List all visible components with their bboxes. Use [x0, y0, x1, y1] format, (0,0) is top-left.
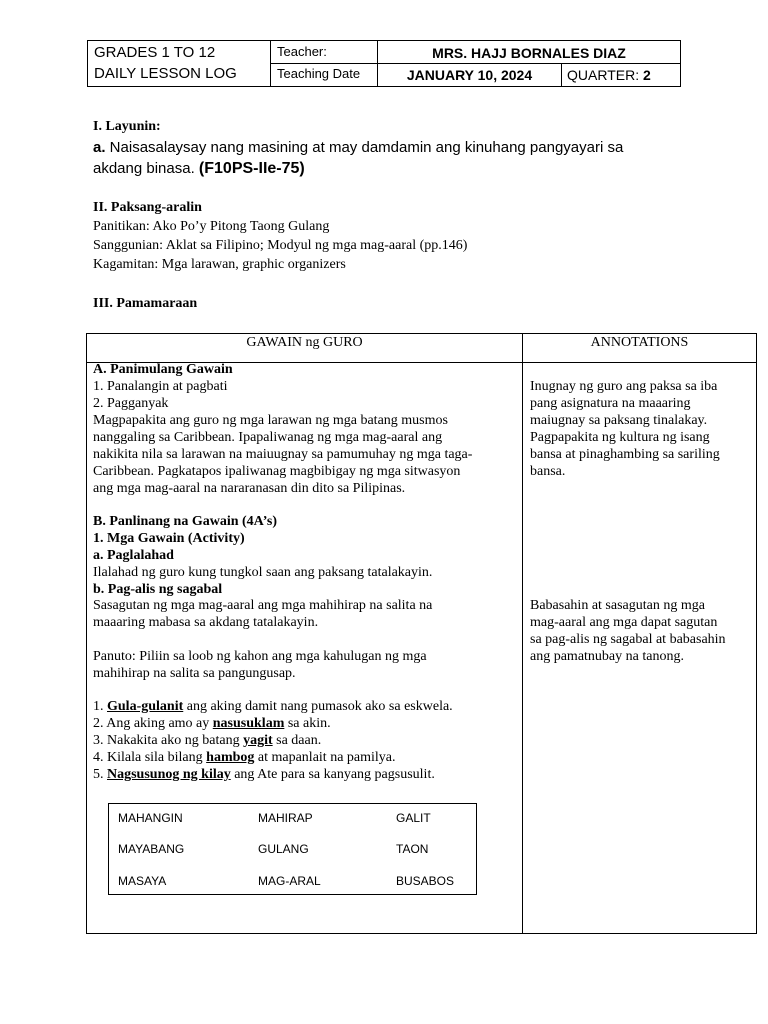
sentence-text: 5. [93, 767, 107, 782]
annotation-line: mag-aaral ang mga dapat sagutan [530, 615, 718, 630]
kagamitan-line: Kagamitan: Mga larawan, graphic organizers [93, 257, 346, 272]
underlined-word: nasusuklam [212, 716, 285, 731]
layunin-text-1: Naisasalaysay nang masining at may damdamin ang kinuhang pangyayari sa [105, 139, 624, 156]
teacher-name: MRS. HAJJ BORNALES DIAZ [432, 45, 626, 61]
sentence-1 [93, 699, 453, 716]
annotation-line: Pagpapakita ng kultura ng isang [530, 430, 710, 445]
list-item: 2. Pagganyak [93, 396, 169, 411]
annotation-line: pang asignatura na maaaring [530, 396, 691, 411]
panuto-line: mahihirap na salita sa pangungusap. [93, 666, 296, 681]
col-header-gawain: GAWAIN ng GURO [246, 335, 363, 350]
word-choice: TAON [396, 842, 429, 856]
paragraph-line: Sasagutan ng mga mag-aaral ang mga mahihirap na salita na [93, 598, 433, 613]
panlinang-heading: B. Panlinang na Gawain (4A’s) [93, 514, 277, 529]
underlined-word: yagit [243, 733, 273, 748]
underlined-word: Gula-gulanit [107, 699, 184, 714]
paragraph-line: maaaring mabasa sa akdang tatalakayin. [93, 615, 319, 630]
sentence-3 [93, 733, 321, 750]
underlined-word: hambog [206, 750, 255, 765]
teaching-date-value: JANUARY 10, 2024 [406, 67, 533, 83]
word-choice: BUSABOS [396, 874, 455, 888]
list-item: 1. Panalangin at pagbati [93, 379, 228, 394]
sentence-4 [93, 750, 396, 767]
underlined-word: Nagsusunog ng kilay [107, 767, 231, 782]
sanggunian-line: Sanggunian: Aklat sa Filipino; Modyul ng mga mag-aaral (pp.146) [93, 238, 468, 253]
annotation-line: bansa at pinaghambing sa sariling [530, 447, 720, 462]
col-header-annotations: ANNOTATIONS [590, 335, 689, 350]
annotation-line: Inugnay ng guro ang paksa sa iba [530, 379, 718, 394]
annotation-line: ang pamatnubay na tanong. [530, 649, 684, 664]
paglalahad-heading: a. Paglalahad [93, 548, 174, 563]
panitikan-line: Panitikan: Ako Po’y Pitong Taong Gulang [93, 219, 330, 234]
layunin-line-2 [93, 158, 305, 179]
annotation-line: Babasahin at sasagutan ng mga [530, 598, 705, 613]
column-divider [522, 334, 523, 933]
panuto-line: Panuto: Piliin sa loob ng kahon ang mga kahulugan ng mga [93, 649, 427, 664]
paglalahad-text: Ilalahad ng guro kung tungkol saan ang paksang tatalakayin. [93, 565, 433, 580]
quarter-value: 2 [642, 67, 651, 83]
grades-label: GRADES 1 TO 12 [94, 44, 216, 61]
teacher-label: Teacher: [277, 44, 327, 59]
lesson-log-header [87, 40, 681, 87]
layunin-prefix: a. [93, 139, 106, 156]
word-choice: GALIT [396, 811, 431, 825]
mga-gawain-heading: 1. Mga Gawain (Activity) [93, 531, 245, 546]
panimulang-gawain-heading: A. Panimulang Gawain [93, 362, 233, 377]
sentence-text: 4. Kilala sila bilang [93, 750, 207, 765]
sentence-text: ang aking damit nang pumasok ako sa eskwela. [183, 699, 453, 714]
sentence-text: 2. Ang aking amo ay [93, 716, 213, 731]
divider [561, 63, 562, 86]
word-choice: MAYABANG [118, 842, 185, 856]
quarter [567, 64, 651, 86]
sentence-text: sa daan. [272, 733, 322, 748]
annotation-line: sa pag-alis ng sagabal at babasahin [530, 632, 726, 647]
competency-code: (F10PS-IIe-75) [198, 160, 305, 177]
teaching-date-label: Teaching Date [277, 66, 361, 81]
sentence-text: at mapanlait na pamilya. [254, 750, 396, 765]
word-choice: MASAYA [118, 874, 167, 888]
sentence-text: ang Ate para sa kanyang pagsusulit. [230, 767, 435, 782]
word-choice: MAHANGIN [118, 811, 183, 825]
sentence-text: 3. Nakakita ako ng batang [93, 733, 244, 748]
sentence-text: 1. [93, 699, 107, 714]
word-choices-box [108, 803, 477, 895]
sentence-5 [93, 767, 435, 784]
paragraph-line: Caribbean. Pagkatapos ipaliwanag magbibigay ng mga sitwasyon [93, 464, 461, 479]
sentence-text: sa akin. [284, 716, 331, 731]
paragraph-line: Magpapakita ang guro ng mga larawan ng mga batang musmos [93, 413, 448, 428]
paragraph-line: nakikita nila sa larawan na maiuugnay sa pamumuhay ng mga taga- [93, 447, 473, 462]
pamamaraan-heading: III. Pamamaraan [93, 296, 198, 311]
layunin-heading: I. Layunin: [93, 119, 161, 134]
word-choice: GULANG [258, 842, 309, 856]
layunin-line-1 [93, 137, 623, 158]
pag-alis-heading: b. Pag-alis ng sagabal [93, 582, 223, 597]
layunin-text-2: akdang binasa. [93, 160, 199, 177]
word-choice: MAG-ARAL [258, 874, 321, 888]
quarter-label: QUARTER: [567, 67, 643, 83]
paragraph-line: nanggaling sa Caribbean. Ipapaliwanag ng mga mag-aaral ang [93, 430, 443, 445]
sentence-2 [93, 716, 331, 733]
word-choice: MAHIRAP [258, 811, 313, 825]
paragraph-line: ang mga mag-aaral na nararanasan din dito sa Pilipinas. [93, 481, 406, 496]
daily-lesson-log-label: DAILY LESSON LOG [94, 65, 237, 82]
annotation-line: bansa. [530, 464, 566, 479]
annotation-line: maiugnay sa paksang tinalakay. [530, 413, 708, 428]
paksa-heading: II. Paksang-aralin [93, 200, 202, 215]
